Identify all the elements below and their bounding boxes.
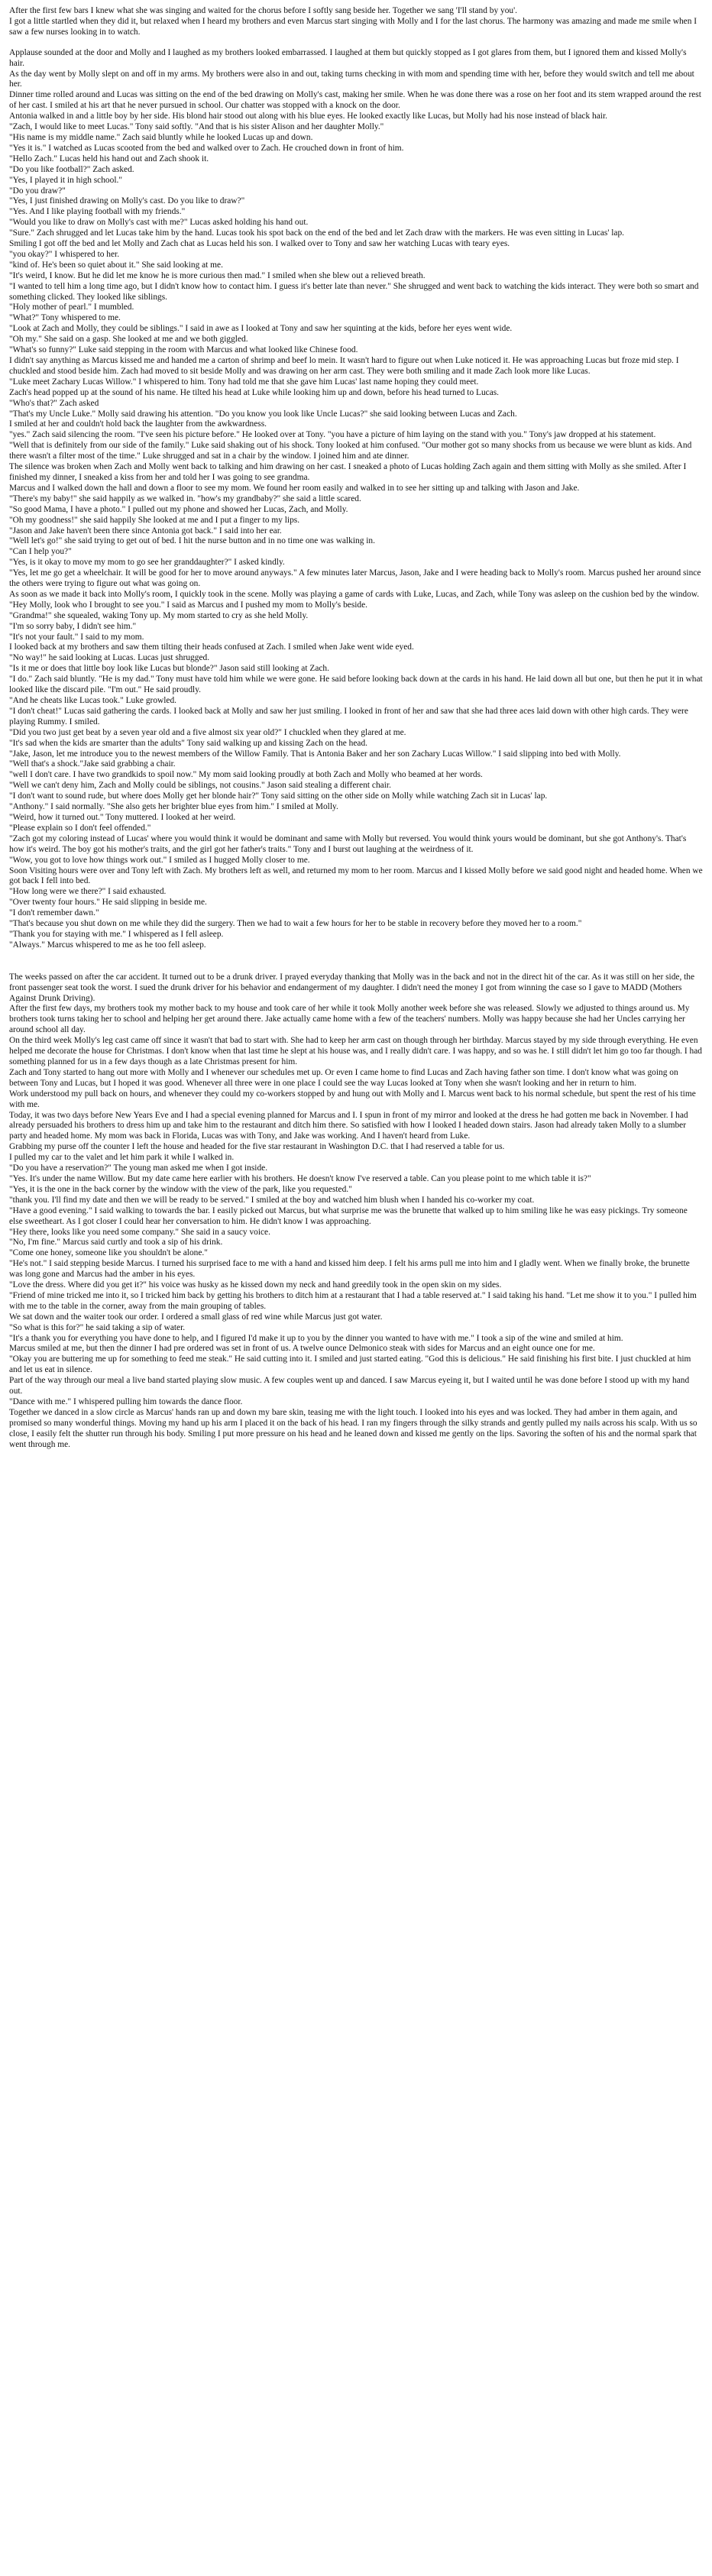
story-paragraph: "Friend of mine tricked me into it, so I tricked him back by getting his brothers to ditch him at a restaurant that I had a table reserved at." I said taking his hand. "Let me show it to you." I pulled him with me to the table in the corner, away from the main grouping of tables. — [9, 1290, 699, 1311]
story-paragraph: "Yes it is." I watched as Lucas scooted from the bed and walked over to Zach. He crouched down in front of him. — [9, 143, 404, 153]
story-paragraph: "thank you. I'll find my date and then we will be ready to be served." I smiled at the boy and watched him blush when I handed his co-worker my coat. — [9, 1195, 535, 1205]
story-paragraph: "Jake, Jason, let me introduce you to the newest members of the Willow Family. That is Antonia Baker and her son Zachary Lucas Willow." I said slipping into bed with Molly. — [9, 749, 621, 759]
story-paragraph: "Do you draw?" — [9, 186, 66, 196]
story-paragraph: "Do you like football?" Zach asked. — [9, 164, 134, 174]
section-break — [9, 951, 703, 972]
story-paragraph: The silence was broken when Zach and Molly went back to talking and him drawing on her cast. I sneaked a photo of Lucas holding Zach again and them sitting with Molly as she smiled. After I finished my dinner, I sneaked a kiss from her and told her I was going to see grandma. — [9, 462, 689, 482]
story-paragraph: "Come one honey, someone like you shouldn't be alone." — [9, 1248, 208, 1258]
story-paragraph: "Can I help you?" — [9, 547, 72, 557]
story-paragraph: "Anthony." I said normally. "She also gets her brighter blue eyes from him." I smiled at Molly. — [9, 802, 338, 812]
story-paragraph: "Well let's go!" she said trying to get out of bed. I hit the nurse button and in no time one was walking in. — [9, 536, 375, 546]
story-paragraph: "It's sad when the kids are smarter than the adults" Tony said walking up and kissing Zach on the head. — [9, 738, 368, 748]
story-paragraph: "I don't want to sound rude, but where does Molly get her blonde hair?" Tony said sitting on the other side on Molly while watching Zach sit in Lucas' lap. — [9, 791, 548, 801]
story-paragraph: I looked back at my brothers and saw them tilting their heads confused at Zach. I smiled when Jake went wide eyed. — [9, 642, 414, 652]
story-paragraph: "Who's that?" Zach asked — [9, 398, 99, 408]
story-paragraph: "Zach got my coloring instead of Lucas' where you would think it would be dominant and same with Molly but reversed. You would think yours would be dominant, but she got Anthony's. That's how it's weird. The boy got his mother's traits, and the girl got her father's traits." Tony and I burst out laughing at the weirdness of it. — [9, 833, 689, 854]
story-paragraph: "Is it me or does that little boy look like Lucas but blonde?" Jason said still looking at Zach. — [9, 664, 329, 674]
story-paragraph: Marcus and I walked down the hall and down a floor to see my mom. We found her room easily and walked in to see her sitting up and talking with Jason and Jake. — [9, 483, 580, 493]
story-paragraph: "Over twenty four hours." He said slipping in beside me. — [9, 898, 207, 908]
story-paragraph: "Hey Molly, look who I brought to see you." I said as Marcus and I pushed my mom to Molly's beside. — [9, 600, 368, 610]
story-paragraph: "His name is my middle name." Zach said bluntly while he looked Lucas up and down. — [9, 132, 313, 142]
story-paragraph: "Yes, it is the one in the back corner by the window with the view of the park, like you requested." — [9, 1184, 352, 1194]
story-paragraph: The weeks passed on after the car accident. It turned out to be a drunk driver. I prayed everyday thanking that Molly was in the back and not in the direct hit of the car. As it was still on her side, the front passenger seat took the worst. I sued the drunk driver for his behavior and endangerment of my daughter. I didn't need the money I got from winning the case so I gave to MADD (Mothers Against Drunk Driving). — [9, 972, 697, 1003]
story-paragraph: "Sure." Zach shrugged and let Lucas take him by the hand. Lucas took his spot back on the end of the bed and let Zach draw with the markers. He was even sitting in Lucas' lap. — [9, 228, 624, 238]
story-paragraph: Smiling I got off the bed and let Molly and Zach chat as Lucas held his son. I walked over to Tony and saw her watching Lucas with teary eyes. — [9, 239, 510, 249]
story-paragraph: "Oh my." She said on a gasp. She looked at me and we both giggled. — [9, 335, 248, 345]
story-paragraph: Marcus smiled at me, but then the dinner I had pre ordered was set in front of us. A twelve ounce Delmonico steak with sides for Marcus and an eight ounce one for me. — [9, 1344, 595, 1354]
story-paragraph: "Yes, I just finished drawing on Molly's cast. Do you like to draw?" — [9, 196, 245, 206]
story-paragraph: I smiled at her and couldn't hold back the laughter from the awkwardness. — [9, 419, 267, 429]
story-paragraph: "It's weird, I know. But he did let me know he is more curious then mad." I smiled when she blew out a relieved breath. — [9, 270, 426, 280]
story-paragraph: As the day went by Molly slept on and off in my arms. My brothers were also in and out, taking turns checking in with mom and spending time with her, before they would switch and tell me about her. — [9, 69, 697, 89]
story-paragraph: "And he cheats like Lucas took." Luke growled. — [9, 696, 177, 705]
story-paragraph: "I'm so sorry baby, I didn't see him." — [9, 621, 137, 631]
story-paragraph: I pulled my car to the valet and let him park it while I walked in. — [9, 1153, 235, 1163]
story-paragraph: "yes." Zach said silencing the room. "I've seen his picture before." He looked over at Tony. "you have a picture of him laying on the stand with you." Tony's jaw dropped at his statement. — [9, 430, 656, 440]
story-paragraph: Grabbing my purse off the counter I left the house and headed for the five star restaurant in Washington D.C. that I had reserved a table for us. — [9, 1142, 505, 1152]
story-paragraph: "No, I'm fine." Marcus said curtly and took a sip of his drink. — [9, 1238, 223, 1248]
story-paragraph: "Love the dress. Where did you get it?" his voice was husky as he kissed down my neck and hand greedily took in the open skin on my sides. — [9, 1280, 502, 1290]
story-paragraph: "I don't cheat!" Lucas said gathering the cards. I looked back at Molly and saw her just smiling. I looked in front of her and saw that she had three aces laid down with other high cards. They were playing Rummy. I smiled. — [9, 706, 691, 727]
story-paragraph: "Have a good evening." I said walking to towards the bar. I easily picked out Marcus, but what surprise me was the brunette that walked up to him smiling like he was easy pickings. Try someone else sweetheart. As I got closer I could hear her conversation to him. He didn't know I was approaching. — [9, 1205, 690, 1226]
story-paragraph: "Wow, you got to love how things work out." I smiled as I hugged Molly closer to me. — [9, 855, 310, 865]
story-paragraph: "Always." Marcus whispered to me as he too fell asleep. — [9, 940, 206, 950]
story-paragraph: "That's my Uncle Luke." Molly said drawing his attention. "Do you know you look like Uncle Lucas?" she said looking between Lucas and Zach. — [9, 409, 517, 419]
story-paragraph: Work understood my pull back on hours, and whenever they could my co-workers stopped by and hung out with Molly and I. Marcus went back to his normal schedule, but spent the rest of his time with me. — [9, 1089, 698, 1109]
story-paragraph: "Thank you for staying with me." I whispered as I fell asleep. — [9, 929, 224, 939]
story-paragraph: "Yes, let me go get a wheelchair. It will be good for her to move around anyways." A few minutes later Marcus, Jason, Jake and I were heading back to Molly's room. Marcus pushed her around since the others were trying to figure out what was going on. — [9, 568, 704, 589]
story-paragraph: Antonia walked in and a little boy by her side. His blond hair stood out along with his blue eyes. He looked exactly like Lucas, but Molly had his nose instead of black hair. — [9, 112, 607, 121]
story-paragraph: "It's a thank you for everything you have done to help, and I figured I'd make it up to you by the dinner you wanted to have with me." I took a sip of the wine and smiled at him. — [9, 1333, 623, 1343]
story-paragraph: Zach and Tony started to hang out more with Molly and I whenever our schedules met up. Or even I came home to find Lucas and Zach having father son time. I don't know what was going on between Tony and Lucas, but I hoped it was good. Whenever all three were in one place I could see the way Lucas looked at Tony when she wasn't looking and her in return to him. — [9, 1067, 681, 1088]
story-paragraph: "Zach, I would like to meet Lucas." Tony said softly. "And that is his sister Alison and her daughter Molly." — [9, 122, 384, 132]
story-paragraph: "I do." Zach said bluntly. "He is my dad." Tony must have told him while we were gone. He said before looking back down at the cards in his hand. He laid down all but one, but then he put it in what looked like the discard pile. "I'm out." He said proudly. — [9, 675, 705, 695]
story-paragraph: Dinner time rolled around and Lucas was sitting on the end of the bed drawing on Molly's cast, making her smile. When he was done there was a rose on her foot and its stem wrapped around the rest of her cast. I smiled at his art that he never pursued in school. Our chatter was stopped with a knock on the door. — [9, 90, 704, 111]
story-paragraph: "Yes. It's under the name Willow. But my date came here earlier with his brothers. He doesn't know I've reserved a table. Can you please point to me which table it is?" — [9, 1173, 591, 1183]
story-paragraph: "you okay?" I whispered to her. — [9, 249, 120, 259]
story-paragraph: "Luke meet Zachary Lucas Willow." I whispered to him. Tony had told me that she gave him Lucas' last name hoping they could meet. — [9, 377, 479, 387]
story-paragraph: "Look at Zach and Molly, they could be siblings." I said in awe as I looked at Tony and saw her squinting at the kids, before her eyes went wide. — [9, 324, 513, 334]
story-paragraph: After the first few bars I knew what she was singing and waited for the chorus before I softly sang beside her. Together we sang 'I'll stand by you'. — [9, 6, 517, 15]
story-paragraph: Together we danced in a slow circle as Marcus' hands ran up and down my bare skin, teasing me with the light touch. I looked into his eyes and was locked. They had amber in them again, and promised so many wonderful things. Moving my hand up his arm I placed it on the back of his head. I ran my fingers through the silky strands and gently pulled my nails across his scalp. With us so close, I easily felt the shutter run through his body. Smiling I put more pressure on his head and he leaned down and kissed me gently on the lips. Savoring the soften of his and the normal spark that went through me. — [9, 1407, 700, 1449]
story-paragraph: "It's not your fault." I said to my mom. — [9, 632, 144, 642]
story-paragraph: "Yes. And I like playing football with my friends." — [9, 207, 186, 217]
story-paragraph: "Please explain so I don't feel offended." — [9, 823, 151, 833]
story-paragraph: "Yes, is it okay to move my mom to go see her granddaughter?" I asked kindly. — [9, 558, 285, 568]
story-paragraph: As soon as we made it back into Molly's room, I quickly took in the scene. Molly was playing a game of cards with Luke, Lucas, and Zach, while Tony was asleep on the cushion bed by the window. — [9, 589, 700, 599]
story-paragraph: "I don't remember dawn." — [9, 908, 99, 918]
story-paragraph: "Dance with me." I whispered pulling him towards the dance floor. — [9, 1397, 243, 1406]
story-paragraph: "Yes, I played it in high school." — [9, 175, 122, 185]
story-paragraph: "Weird, how it turned out." Tony muttered. I looked at her weird. — [9, 812, 236, 822]
story-paragraph: After the first few days, my brothers took my mother back to my house and took care of her while it took Molly another week before she was released. Slowly we adjusted to things around us. My brothers took turns taking her to school and helping her get around there. Jake actually came home with a few of the teachers' numbers. Molly was happy because she had her Uncles carrying her around school all day. — [9, 1004, 692, 1035]
story-paragraph: Applause sounded at the door and Molly and I laughed as my brothers looked embarrassed. I laughed at them but quickly stopped as I got glares from them, but I ignored them and kissed Molly's hair. — [9, 47, 689, 68]
story-paragraph: "Did you two just get beat by a seven year old and a five almost six year old?" I chuckled when they glared at me. — [9, 727, 406, 737]
story-paragraph: "I wanted to tell him a long time ago, but I didn't know how to contact him. I guess it's better late than never." She shrugged and went back to watching the kids interact. They were both so smart and something clicked. They looked like siblings. — [9, 281, 701, 302]
story-paragraph: "What's so funny?" Luke said stepping in the room with Marcus and what looked like Chinese food. — [9, 345, 358, 355]
story-paragraph: "well I don't care. I have two grandkids to spoil now." My mom said looking proudly at both Zach and Molly who beamed at her words. — [9, 770, 483, 780]
story-paragraph: "Holy mother of pearl." I mumbled. — [9, 303, 134, 312]
story-paragraph: "Well that is definitely from our side of the family." Luke said shaking out of his shock. Tony looked at him confused. "Our mother got so many shocks from us because we were blunt as kids. And there wasn't a filter most of the time." Luke shrugged and sat in a chair by the window. I joined him and ate dinner. — [9, 441, 694, 461]
story-paragraph: "Would you like to draw on Molly's cast with me?" Lucas asked holding his hand out. — [9, 218, 309, 228]
story-paragraph: I got a little startled when they did it, but relaxed when I heard my brothers and even Marcus start singing with Molly and I for the last chorus. The harmony was amazing and made me smile when I saw a few nurses looking in to watch. — [9, 16, 699, 37]
story-paragraph: "Hey there, looks like you need some company." She said in a saucy voice. — [9, 1227, 270, 1237]
story-paragraph: "Well we can't deny him, Zach and Molly could be siblings, not cousins." Jason said stealing a different chair. — [9, 781, 391, 791]
story-paragraph: "Well that's a shock."Jake said grabbing a chair. — [9, 759, 176, 769]
story-paragraph: "Okay you are buttering me up for something to feed me steak." He said cutting into it. I smiled and just started eating. "God this is delicious." He said finishing his first bite. I just chuckled at him and let us eat in silence. — [9, 1354, 694, 1375]
story-paragraph: "How long were we there?" I said exhausted. — [9, 887, 167, 897]
story-paragraph: Soon Visiting hours were over and Tony left with Zach. My brothers left as well, and returned my mom to her room. Marcus and I kissed Molly before we said good night and headed home. When we got back I fell into bed. — [9, 866, 705, 886]
story-paragraph: Part of the way through our meal a live band started playing slow music. A few couples went up and danced. I saw Marcus eyeing it, but I waited until he was done before I stood up with my hand out. — [9, 1376, 692, 1396]
story-paragraph: "Jason and Jake haven't been there since Antonia got back." I said into her ear. — [9, 526, 282, 536]
story-paragraph: "Hello Zach." Lucas held his hand out and Zach shook it. — [9, 154, 209, 163]
story-paragraph: "Oh my goodness!" she said happily She looked at me and I put a finger to my lips. — [9, 515, 300, 525]
story-paragraph: Today, it was two days before New Years Eve and I had a special evening planned for Marcus and I. I spun in front of my mirror and looked at the dress he had gotten me back in November. I had already persuaded his brothers to dress him up and take him to the restaurant and ditch him there. So satisfied with how I looked I headed down stairs. Jason had already taken Molly to a slumber party and headed home. My mom was back in Florida, Lucas was with Tony, and Jake was working. And I haven't heard from Luke. — [9, 1110, 691, 1141]
story-paragraph: We sat down and the waiter took our order. I ordered a small glass of red wine while Marcus just got water. — [9, 1312, 383, 1322]
story-paragraph: I didn't say anything as Marcus kissed me and handed me a carton of shrimp and beef lo mein. It wasn't hard to figure out when Luke noticed it. He was approaching Lucas but froze mid step. I chuckled and stood beside him. Zach had moved to sit beside Molly and was drawing on her arm cast. They were both smiling and it made Zach look more like Lucas. — [9, 356, 681, 376]
story-paragraph: "No way!" he said looking at Lucas. Lucas just shrugged. — [9, 653, 210, 663]
story-paragraph: "So what is this for?" he said taking a sip of water. — [9, 1322, 186, 1332]
story-paragraph: On the third week Molly's leg cast came off since it wasn't that bad to start with. She had to keep her arm cast on though through her birthday. Marcus stayed by my side through everything. He even helped me decorate the house for Christmas. I don't know when that last time he slept at his house was, and I really didn't care. I was happy, and so was he. I still didn't let him go too far though. I had something planned for us in a few days though as a late Christmas present for him. — [9, 1036, 704, 1066]
story-paragraph: "Grandma!" she squealed, waking Tony up. My mom started to cry as she held Molly. — [9, 610, 309, 620]
story-paragraph: "kind of. He's been so quiet about it." She said looking at me. — [9, 260, 223, 270]
story-paragraph: Zach's head popped up at the sound of his name. He tilted his head at Luke while looking him up and down, before his head turned to Lucas. — [9, 387, 500, 397]
story-paragraph: "He's not." I said stepping beside Marcus. I turned his surprised face to me with a hand and kissed him deep. I felt his arms pull me into him and I gladly went. When we finally broke, the brunette was long gone and Marcus had the amber in his eyes. — [9, 1259, 692, 1280]
story-paragraph: "So good Mama, I have a photo." I pulled out my phone and showed her Lucas, Zach, and Molly. — [9, 504, 348, 514]
story-paragraph: "What?" Tony whispered to me. — [9, 313, 121, 323]
story-text — [9, 6, 703, 1451]
story-paragraph: "That's because you shut down on me while they did the surgery. Then we had to wait a few hours for her to be stable in recovery before they moved her to a room." — [9, 919, 582, 929]
story-paragraph: "There's my baby!" she said happily as we walked in. "how's my grandbaby?" she said a little scared. — [9, 494, 361, 503]
story-paragraph: "Do you have a reservation?" The young man asked me when I got inside. — [9, 1163, 268, 1173]
